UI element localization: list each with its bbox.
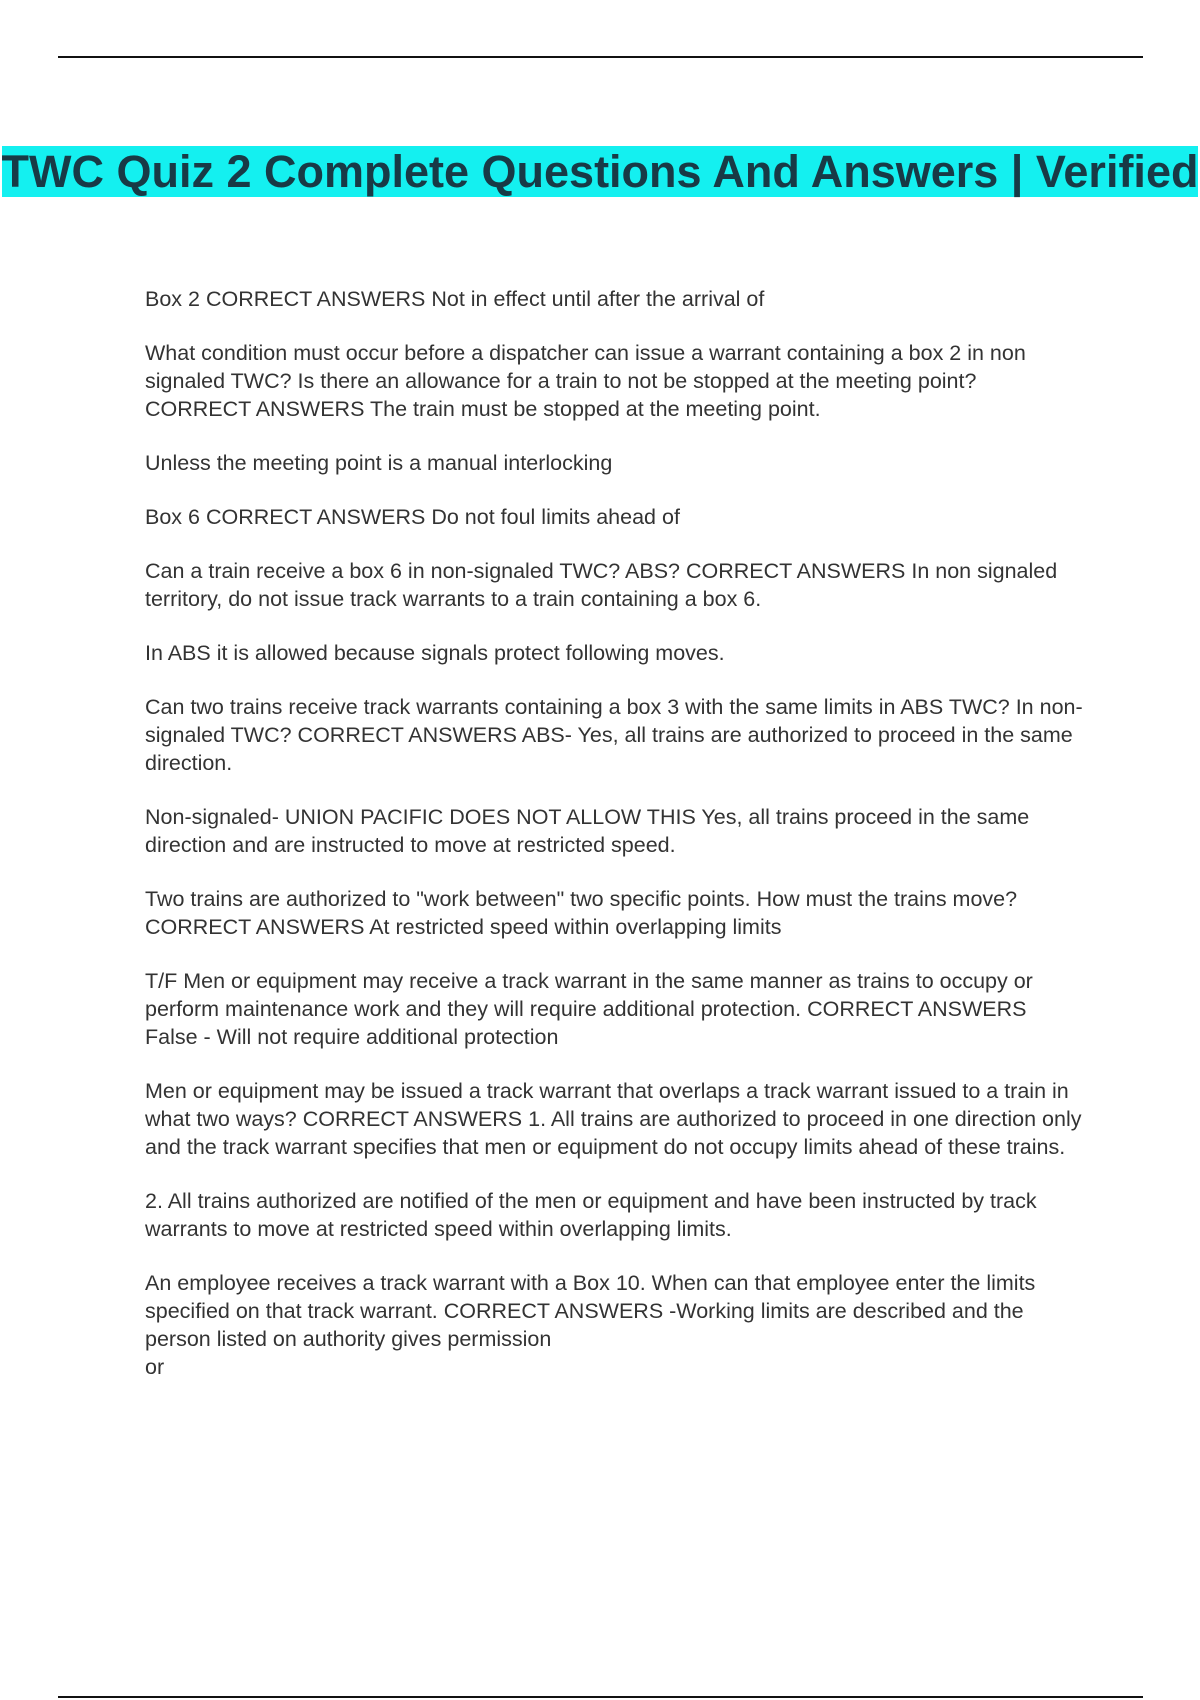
paragraph: Men or equipment may be issued a track warrant that overlaps a track warrant issued to a train in what two ways? CORRECT ANSWERS 1. All trains are authorized to proceed in one direction only and the track warrant specifies that men or equipment do not occupy limits ahead of these trains. (145, 1079, 1082, 1159)
paragraph: Can a train receive a box 6 in non-signaled TWC? ABS? CORRECT ANSWERS In non signaled territory, do not issue track warrants to a train containing a box 6. (145, 559, 1058, 611)
paragraph: Two trains are authorized to "work between" two specific points. How must the trains move? CORRECT ANSWERS At restricted speed within overlapping limits (145, 887, 1018, 939)
document-body (145, 285, 1085, 1407)
title-block (0, 143, 1200, 200)
paragraph: Unless the meeting point is a manual interlocking (145, 451, 613, 475)
paragraph: T/F Men or equipment may receive a track warrant in the same manner as trains to occupy or perform maintenance work and they will require additional protection. CORRECT ANSWERS False - Will not require additional protection (145, 969, 1033, 1049)
paragraph: Box 6 CORRECT ANSWERS Do not foul limits ahead of (145, 505, 680, 529)
bottom-rule (58, 1696, 1143, 1698)
paragraph: 2. All trains authorized are notified of the men or equipment and have been instructed by track warrants to move at restricted speed within overlapping limits. (145, 1189, 1037, 1241)
top-rule (58, 56, 1143, 58)
paragraph: What condition must occur before a dispatcher can issue a warrant containing a box 2 in non signaled TWC? Is there an allowance for a train to not be stopped at the meeting point? CORRECT ANSWERS The train must be stopped at the meeting point. (145, 341, 1026, 421)
paragraph: An employee receives a track warrant with a Box 10. When can that employee enter the limits specified on that track warrant. CORRECT ANSWERS -Working limits are described and the person listed on authority gives permission or (145, 1271, 1036, 1379)
paragraph: In ABS it is allowed because signals protect following moves. (145, 641, 725, 665)
paragraph: Can two trains receive track warrants containing a box 3 with the same limits in ABS TWC? In non-signaled TWC? CORRECT ANSWERS ABS- Yes, all trains are authorized to proceed in the same direction. (145, 695, 1083, 775)
paragraph: Non-signaled- UNION PACIFIC DOES NOT ALLOW THIS Yes, all trains proceed in the same direction and are instructed to move at restricted speed. (145, 805, 1030, 857)
document-title: TWC Quiz 2 Complete Questions And Answers | Verified (1, 146, 1199, 197)
paragraph: Box 2 CORRECT ANSWERS Not in effect until after the arrival of (145, 287, 765, 311)
